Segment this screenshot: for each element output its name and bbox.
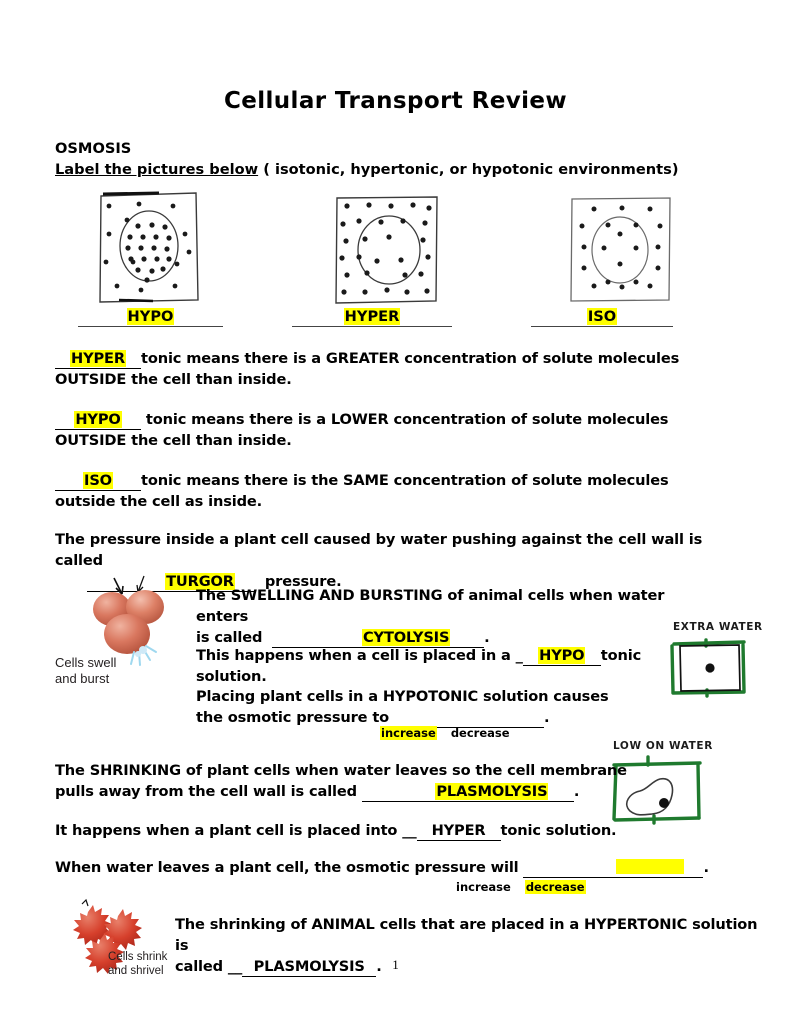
definition-hypo-line2: OUTSIDE the cell than inside.	[55, 432, 292, 449]
water-leaves-highlight-block	[616, 859, 684, 874]
plasmolysis-answer: PLASMOLYSIS	[436, 783, 548, 800]
figure-answer-iso: ISO	[587, 308, 617, 325]
figure-answer-hypo: HYPO	[127, 308, 174, 325]
definition-hyper-line2: OUTSIDE the cell than inside.	[55, 371, 292, 388]
plant-hypotonic-line2-after: .	[543, 709, 550, 726]
option-increase-2[interactable]: increase	[456, 880, 511, 894]
cytolysis-question	[196, 585, 716, 648]
definition-answer-iso: ISO	[84, 472, 112, 489]
water-leaves-after: .	[703, 859, 709, 876]
definition-hypertonic	[55, 348, 715, 390]
definition-blank-iso[interactable]	[55, 472, 141, 491]
plasmolysis-question	[55, 760, 655, 802]
shrink-caption-line2: and shrivel	[108, 965, 164, 977]
instruction-label-pictures	[55, 161, 679, 178]
instruction-underlined-part: Label the pictures below	[55, 161, 259, 178]
definition-answer-hyper: HYPER	[71, 350, 125, 367]
cells-swell-burst-illustration	[82, 572, 182, 668]
water-leaves-before: When water leaves a plant cell, the osmotic pressure will	[55, 859, 519, 876]
hypotonic-cell-diagram	[97, 190, 201, 306]
definition-hypotonic	[55, 409, 715, 451]
cells-swell-burst-caption	[55, 655, 116, 687]
definition-hypo-text: tonic means there is a LOWER concentration of solute molecules	[141, 411, 669, 428]
hypo-solution-answer: HYPO	[539, 647, 585, 664]
definition-hyper-text: tonic means there is a GREATER concentration of solute molecules	[141, 350, 680, 367]
plant-hypotonic-options	[380, 726, 524, 740]
plasmolysis-line2-before: pulls away from the cell wall is called	[55, 783, 357, 800]
cytolysis-answer: CYTOLYSIS	[362, 629, 450, 646]
animal-shrink-line2-before: called __	[175, 958, 243, 975]
extra-water-cell-diagram	[666, 634, 750, 700]
animal-shrink-line2-after: .	[376, 958, 382, 975]
option-decrease-1[interactable]: decrease	[450, 726, 510, 740]
definition-isotonic	[55, 470, 715, 512]
hyper-solution-before: It happens when a plant cell is placed into __	[55, 822, 417, 839]
cytolysis-line2-after: .	[484, 629, 490, 646]
page-title: Cellular Transport Review	[223, 88, 568, 114]
figure-answer-line-iso[interactable]	[531, 307, 673, 327]
extra-water-label: EXTRA WATER	[673, 620, 763, 634]
section-heading-osmosis: OSMOSIS	[55, 140, 132, 157]
swell-caption-line1: Cells swell	[55, 655, 117, 670]
plant-hypotonic-line2-before: the osmotic pressure to	[196, 709, 390, 726]
definition-answer-hypo: HYPO	[75, 411, 121, 428]
page-number: 1	[392, 957, 399, 972]
hyper-solution-after: tonic solution.	[500, 822, 617, 839]
figure-answer-hyper: HYPER	[344, 308, 400, 325]
shrink-caption-line1: Cells shrink	[108, 951, 168, 963]
definition-blank-hyper[interactable]	[55, 350, 141, 369]
turgor-answer: TURGOR	[166, 573, 234, 590]
cytolysis-line2-before: is called	[196, 629, 263, 646]
isotonic-cell-diagram	[568, 194, 674, 306]
hyper-solution-question	[55, 820, 655, 841]
plant-hypotonic-question	[196, 686, 716, 728]
water-leaves-options	[456, 880, 600, 894]
hypo-solution-after: tonic solution.	[196, 647, 642, 685]
hypo-solution-blank[interactable]	[523, 647, 601, 666]
water-leaves-blank[interactable]	[523, 859, 703, 878]
low-on-water-label: LOW ON WATER	[613, 739, 713, 753]
hypo-solution-question	[196, 645, 716, 687]
definition-iso-line2: outside the cell as inside.	[55, 493, 263, 510]
figure-answer-line-hypo[interactable]	[78, 307, 223, 327]
instruction-rest-part: ( isotonic, hypertonic, or hypotonic environments)	[263, 161, 679, 178]
option-decrease-2[interactable]: decrease	[525, 880, 585, 894]
plant-hypotonic-line1: Placing plant cells in a HYPOTONIC solution causes	[196, 688, 609, 705]
plasmolysis-line2-after: .	[573, 783, 580, 800]
turgor-line1: The pressure inside a plant cell caused by water pushing against the cell wall is called	[55, 531, 703, 569]
animal-shrink-answer: PLASMOLYSIS	[253, 958, 365, 975]
hypo-solution-before: This happens when a cell is placed in a _	[196, 647, 523, 664]
cytolysis-line1: The SWELLING AND BURSTING of animal cells when water enters	[196, 587, 665, 625]
definition-blank-hypo[interactable]	[55, 411, 141, 430]
animal-shrink-line1: The shrinking of ANIMAL cells that are placed in a HYPERTONIC solution is	[175, 916, 758, 954]
hyper-solution-answer: HYPER	[431, 822, 486, 839]
figure-answer-line-hyper[interactable]	[292, 307, 452, 327]
swell-caption-line2: and burst	[55, 671, 110, 686]
hypertonic-cell-diagram	[333, 193, 441, 307]
plasmolysis-line1: The SHRINKING of plant cells when water leaves so the cell membrane	[55, 762, 627, 779]
plasmolysis-blank[interactable]	[362, 783, 574, 802]
hyper-solution-blank[interactable]	[417, 822, 501, 841]
definition-iso-text: tonic means there is the SAME concentration of solute molecules	[141, 472, 669, 489]
water-leaves-question	[55, 857, 715, 878]
option-increase-1[interactable]: increase	[381, 726, 436, 740]
turgor-line2-after: pressure.	[264, 573, 342, 590]
